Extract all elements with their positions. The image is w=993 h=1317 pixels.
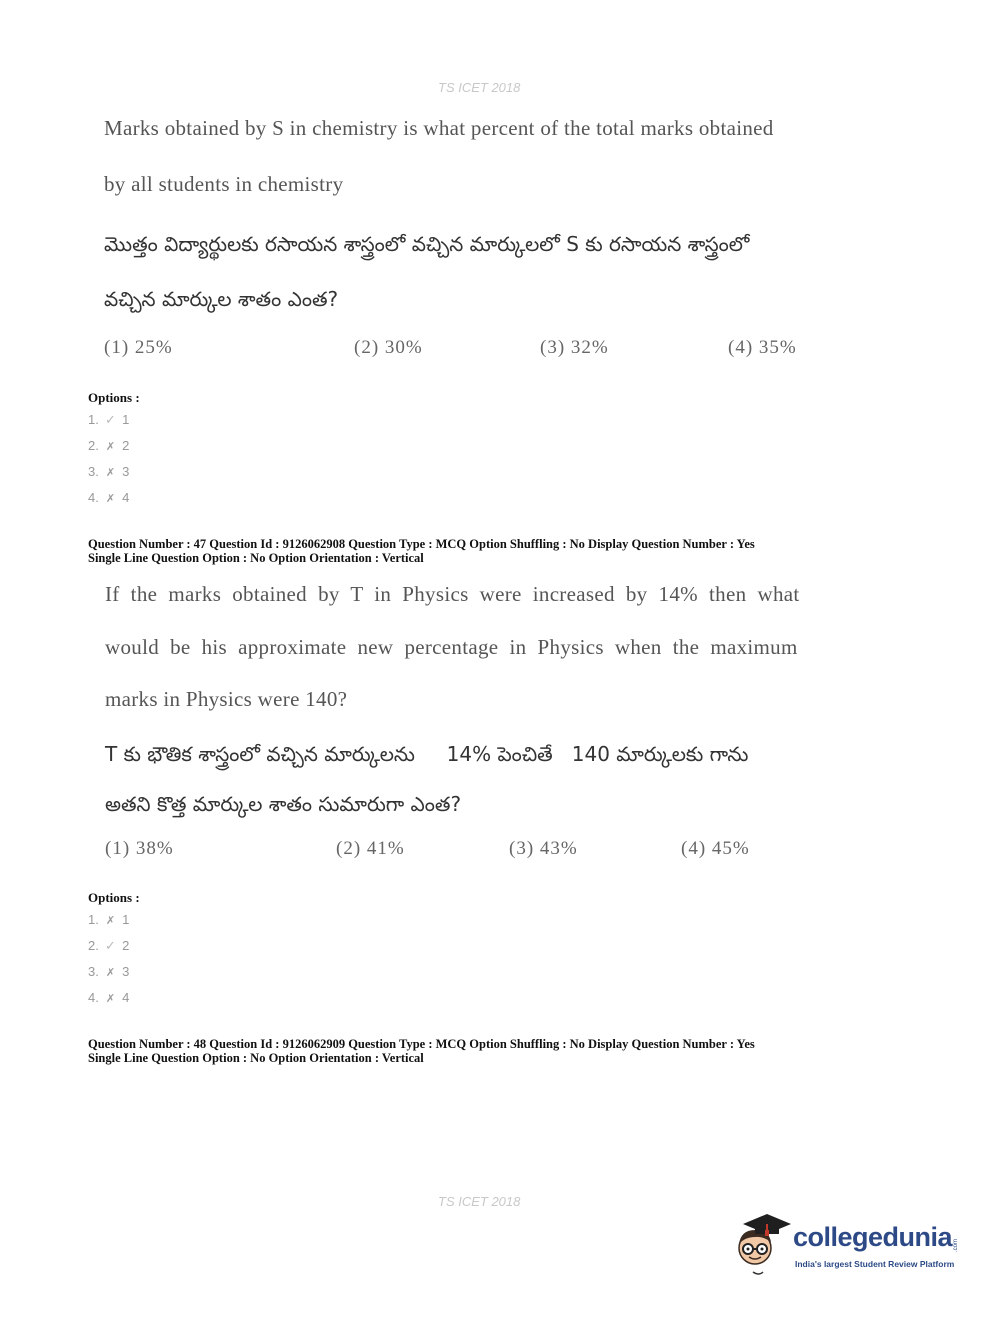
option-row [88, 433, 129, 459]
logo-tagline: India's largest Student Review Platform [795, 1259, 955, 1269]
check-icon: ✓ [105, 938, 116, 953]
question-47-choice-1: (1) 38% [105, 838, 174, 859]
option-number: 2. [88, 938, 99, 953]
check-icon: ✓ [105, 412, 116, 427]
option-number: 4. [88, 490, 99, 505]
footer-watermark: TS ICET 2018 [438, 1194, 521, 1209]
question-47-choice-2: (2) 41% [336, 838, 405, 859]
question-47-options-label: Options : [88, 890, 140, 905]
question-47-english-line-2: would be his approximate new percentage in Physics when the maximum [105, 635, 798, 659]
logo-wordmark: collegedunia [793, 1222, 953, 1252]
question-46-english-line-1: Marks obtained by S in chemistry is what percent of the total marks obtained [104, 116, 774, 140]
question-47-english-line-1: If the marks obtained by T in Physics were increased by 14% then what [105, 582, 800, 606]
question-47-english-line-3: marks in Physics were 140? [105, 687, 348, 711]
option-value: 2 [122, 938, 130, 953]
option-value: 2 [122, 438, 130, 453]
cross-icon: ✗ [105, 493, 116, 505]
question-46-choice-3: (3) 32% [540, 337, 609, 358]
cross-icon: ✗ [105, 441, 116, 453]
question-47-telugu-line-1: T కు భౌతిక శాస్త్రంలో వచ్చిన మార్కులను 14% పెంచితే 140 మార్కులకు గాను [105, 742, 749, 766]
question-46-choice-1: (1) 25% [104, 337, 173, 358]
option-number: 4. [88, 990, 99, 1005]
option-row [88, 959, 129, 985]
option-value: 3 [122, 464, 130, 479]
collegedunia-logo [733, 1210, 963, 1280]
question-48-meta-line-1: Question Number : 48 Question Id : 9126062909 Question Type : MCQ Option Shuffling : No Display Question Number : Yes [88, 1037, 755, 1051]
question-47-meta-line-1: Question Number : 47 Question Id : 9126062908 Question Type : MCQ Option Shuffling : No Display Question Number : Yes [88, 537, 755, 551]
question-48-meta-line-2: Single Line Question Option : No Option Orientation : Vertical [88, 1051, 424, 1065]
option-value: 1 [122, 912, 130, 927]
option-number: 3. [88, 464, 99, 479]
option-value: 1 [122, 412, 130, 427]
question-47-choice-3: (3) 43% [509, 838, 578, 859]
question-46-choice-4: (4) 35% [728, 337, 797, 358]
option-row [88, 407, 129, 433]
question-46-choice-2: (2) 30% [354, 337, 423, 358]
option-row [88, 933, 129, 959]
question-46-telugu-line-2: వచ్చిన మార్కుల శాతం ఎంత? [104, 287, 339, 311]
option-value: 4 [122, 990, 130, 1005]
option-row [88, 907, 129, 933]
question-46-english-line-2: by all students in chemistry [104, 172, 344, 196]
logo-suffix: .com [953, 1238, 959, 1252]
question-46-options-label: Options : [88, 390, 140, 405]
cross-icon: ✗ [105, 915, 116, 927]
cross-icon: ✗ [105, 467, 116, 479]
cross-icon: ✗ [105, 993, 116, 1005]
question-47-choice-4: (4) 45% [681, 838, 750, 859]
header-watermark: TS ICET 2018 [438, 80, 521, 95]
question-47-telugu-line-2: అతని కొత్త మార్కుల శాతం సుమారుగా ఎంత? [105, 792, 462, 816]
question-46-telugu-line-1: మొత్తం విద్యార్థులకు రసాయన శాస్త్రంలో వచ్చిన మార్కులలో S కు రసాయన శాస్త్రంలో [104, 232, 750, 256]
option-number: 1. [88, 912, 99, 927]
cross-icon: ✗ [105, 967, 116, 979]
question-46-options-list [88, 407, 129, 511]
option-number: 2. [88, 438, 99, 453]
option-row [88, 485, 129, 511]
option-number: 1. [88, 412, 99, 427]
option-row [88, 985, 129, 1011]
option-number: 3. [88, 964, 99, 979]
option-value: 3 [122, 964, 130, 979]
option-row [88, 459, 129, 485]
question-47-options-list [88, 907, 129, 1011]
mascot-graduate-icon [733, 1210, 795, 1280]
option-value: 4 [122, 490, 130, 505]
question-47-meta-line-2: Single Line Question Option : No Option Orientation : Vertical [88, 551, 424, 565]
